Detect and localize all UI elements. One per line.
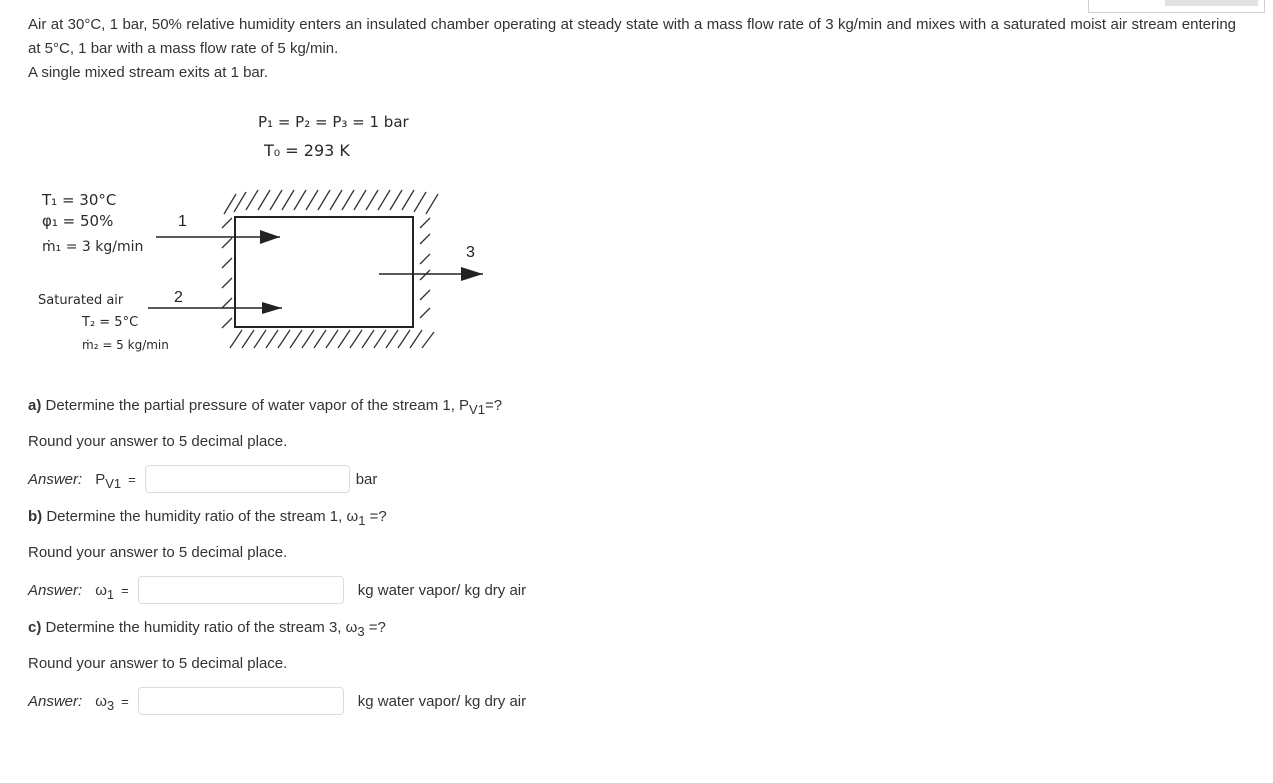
question-a-text: Determine the partial pressure of water vapor of the stream 1, P — [41, 397, 470, 414]
stream1-mass-flow: ṁ₁ = 3 kg/min — [42, 239, 144, 255]
question-a-rounding: Round your answer to 5 decimal place. — [28, 433, 288, 450]
answer-a-unit: bar — [355, 470, 378, 488]
question-b-rounding: Round your answer to 5 decimal place. — [28, 544, 288, 561]
stream2-temperature: T₂ = 5°C — [82, 315, 139, 330]
question-c-subscript: 3 — [357, 624, 365, 639]
answer-b-symbol-sub: 1 — [106, 586, 115, 602]
stream2-description: Saturated air — [38, 293, 124, 308]
stream1-number: 1 — [178, 213, 187, 230]
answer-b-row — [28, 575, 526, 605]
answer-c-symbol — [95, 692, 115, 713]
stream2-number: 2 — [174, 289, 183, 306]
top-right-widget — [1088, 0, 1265, 13]
stream3-number: 3 — [466, 244, 475, 261]
answer-a-row — [28, 464, 377, 494]
mixing-chamber-diagram — [28, 104, 498, 364]
question-c — [28, 618, 386, 638]
intro-exit-line: A single mixed stream exits at 1 bar. — [28, 64, 269, 81]
question-b-text: Determine the humidity ratio of the stream 1, ω — [42, 508, 359, 525]
stream1-relative-humidity: φ₁ = 50% — [42, 212, 114, 230]
answer-a-symbol-base: P — [95, 470, 106, 488]
question-b — [28, 507, 387, 527]
problem-statement — [28, 13, 1236, 85]
question-c-rounding: Round your answer to 5 decimal place. — [28, 655, 288, 672]
question-b-subscript: 1 — [358, 513, 366, 528]
answer-a-symbol — [95, 470, 122, 491]
top-right-widget-fill — [1165, 0, 1258, 6]
answer-c-label: Answer: — [28, 692, 83, 710]
question-c-suffix: =? — [364, 619, 386, 636]
insulation-hatching — [222, 190, 438, 348]
question-c-text: Determine the humidity ratio of the stream 3, ω — [41, 619, 358, 636]
answer-b-equals: = — [121, 582, 129, 598]
answer-b-input[interactable] — [138, 576, 344, 604]
question-a-suffix: =? — [484, 397, 503, 414]
stream1-arrow-head — [260, 230, 280, 244]
dead-state-temperature-label: T₀ = 293 K — [264, 141, 350, 160]
answer-b-unit: kg water vapor/ kg dry air — [357, 581, 527, 599]
question-c-letter: c) — [28, 619, 42, 636]
answer-b-symbol-base: ω — [95, 581, 107, 599]
question-a — [28, 396, 502, 416]
answer-b-label: Answer: — [28, 581, 83, 599]
answer-a-input[interactable] — [145, 465, 350, 493]
answer-c-symbol-sub: 3 — [106, 697, 115, 713]
answer-a-label: Answer: — [28, 470, 83, 488]
question-a-subscript: V1 — [469, 402, 485, 417]
pressure-label: P₁ = P₂ = P₃ = 1 bar — [258, 113, 409, 131]
question-b-letter: b) — [28, 508, 43, 525]
stream2-arrow-head — [262, 302, 282, 314]
answer-a-equals: = — [128, 471, 136, 487]
stream1-temperature: T₁ = 30°C — [42, 191, 117, 209]
answer-c-input[interactable] — [138, 687, 344, 715]
answer-c-equals: = — [121, 693, 129, 709]
question-b-suffix: =? — [365, 508, 387, 525]
answer-c-unit: kg water vapor/ kg dry air — [357, 692, 527, 710]
answer-c-symbol-base: ω — [95, 692, 107, 710]
stream2-mass-flow: ṁ₂ = 5 kg/min — [82, 338, 169, 352]
question-a-letter: a) — [28, 397, 42, 414]
answer-b-symbol — [95, 581, 115, 602]
stream3-arrow-head — [461, 267, 483, 281]
intro-paragraph: Air at 30°C, 1 bar, 50% relative humidity enters an insulated chamber operating at steady state with a mass flow rate of 3 kg/min and mixes with a saturated moist air stream entering at 5°C, 1 bar with a mass flow rate of 5 kg/min. — [28, 16, 1236, 57]
answer-c-row — [28, 686, 526, 716]
answer-a-symbol-sub: V1 — [105, 475, 122, 491]
